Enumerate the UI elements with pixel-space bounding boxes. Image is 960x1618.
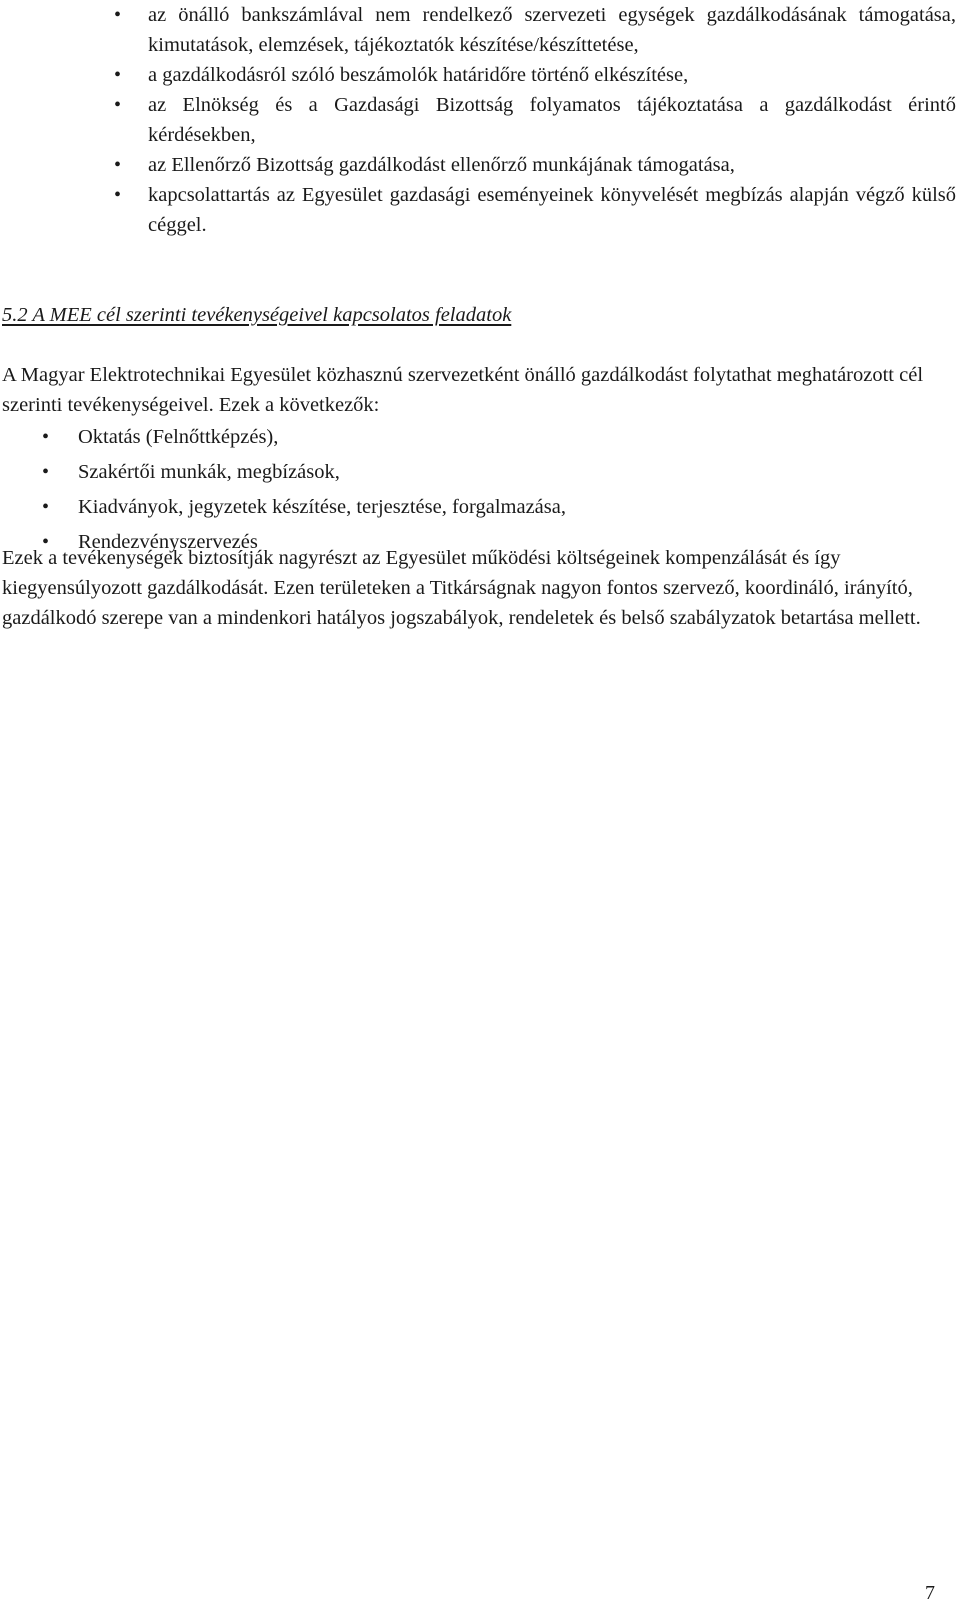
activities-list (42, 420, 938, 560)
bullet-icon: • (42, 426, 50, 448)
list-item (42, 420, 938, 455)
responsibilities-list (114, 0, 956, 240)
list-item-text: Oktatás (Felnőttképzés), (78, 426, 279, 448)
list-item-text: az Elnökség és a Gazdasági Bizottság folyamatos tájékoztatása a gazdálkodást érintő kérdésekben, (148, 94, 956, 146)
closing-paragraph: Ezek a tevékenységek biztosítják nagyrészt az Egyesület működési költségeinek kompenzálását és így kiegyensúlyozott gazdálkodását. Ezen területeken a Titkárságnak nagyon fontos szervező, koordináló, irányító, gazdálkodó szerepe van a mindenkori hatályos jogszabályok, rendeletek és belső szabályzatok betartása mellett. (2, 547, 921, 629)
list-item (114, 150, 956, 180)
list-item (42, 455, 938, 490)
list-item (114, 0, 956, 60)
list-item-text: kapcsolattartás az Egyesület gazdasági eseményeinek könyvelését megbízás alapján végző külső céggel. (148, 184, 956, 236)
page-number: 7 (925, 1582, 935, 1604)
list-item (114, 60, 956, 90)
list-item-text: Szakértői munkák, megbízások, (78, 461, 340, 483)
list-item (42, 490, 938, 525)
bullet-icon: • (42, 496, 50, 518)
bullet-icon: • (114, 4, 122, 26)
bullet-icon: • (42, 531, 50, 553)
list-item-text: Rendezvényszervezés (78, 531, 258, 553)
bullet-icon: • (114, 94, 122, 116)
bullet-icon: • (42, 461, 50, 483)
list-item (114, 90, 956, 150)
list-item-text: az önálló bankszámlával nem rendelkező szervezeti egységek gazdálkodásának támogatása, kimutatások, elemzések, tájékoztatók készítése/készíttetése, (148, 4, 956, 56)
bullet-icon: • (114, 64, 122, 86)
section-heading: 5.2 A MEE cél szerinti tevékenységeivel kapcsolatos feladatok (2, 304, 512, 326)
intro-paragraph: A Magyar Elektrotechnikai Egyesület közhasznú szervezetként önálló gazdálkodást folytathat meghatározott cél szerinti tevékenységeivel. Ezek a következők: (2, 364, 924, 416)
list-item-text: Kiadványok, jegyzetek készítése, terjesztése, forgalmazása, (78, 496, 566, 518)
bullet-icon: • (114, 184, 122, 206)
list-item (114, 180, 956, 240)
list-item-text: a gazdálkodásról szóló beszámolók határidőre történő elkészítése, (148, 64, 689, 86)
bullet-icon: • (114, 154, 122, 176)
list-item-text: az Ellenőrző Bizottság gazdálkodást ellenőrző munkájának támogatása, (148, 154, 735, 176)
